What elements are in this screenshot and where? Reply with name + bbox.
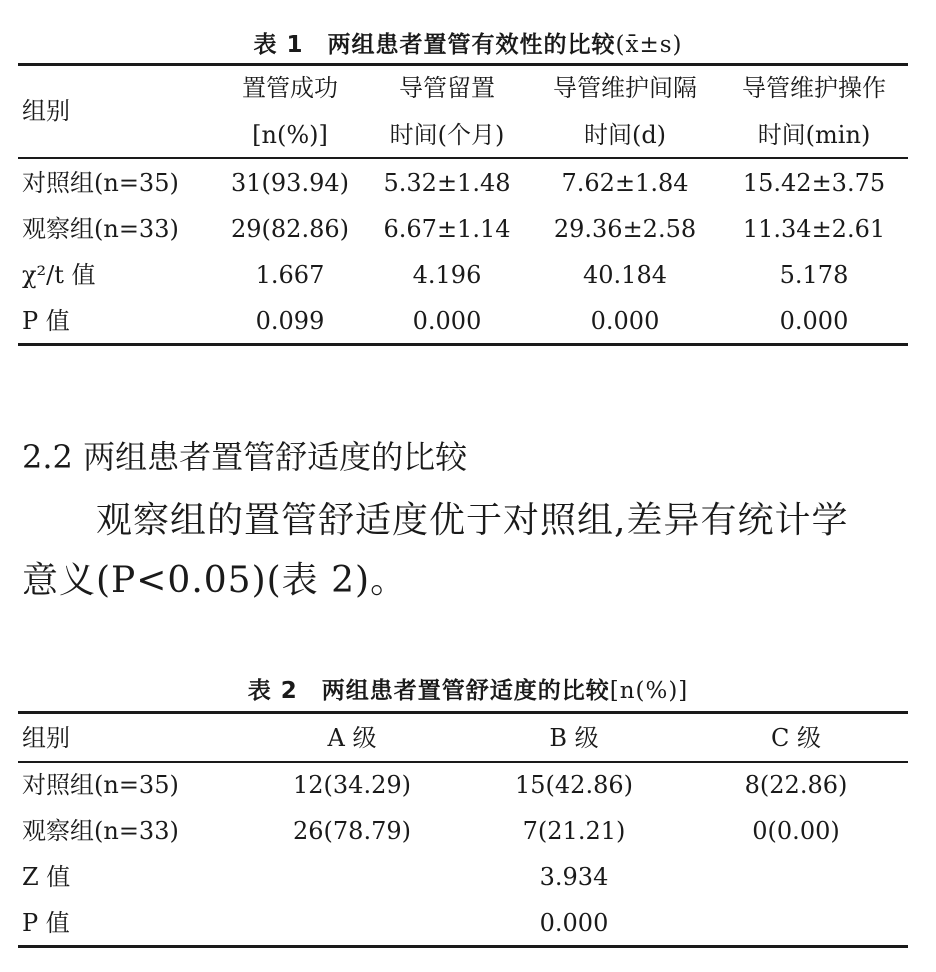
table1-header-rule [18, 157, 908, 159]
table1-cell: 0.000 [590, 307, 660, 335]
table2-cell: 8(22.86) [744, 771, 848, 799]
table2-header-b: B 级 [549, 724, 599, 752]
table1-cell: 29.36±2.58 [553, 215, 697, 243]
table1-cell: 1.667 [255, 261, 325, 289]
table2-bottom-rule [18, 945, 908, 948]
table2-header-rule [18, 761, 908, 763]
table1-cell: 5.178 [779, 261, 849, 289]
table1-cell: 0.000 [779, 307, 849, 335]
table1-cell: 40.184 [583, 261, 667, 289]
table2-number: 表 2 [247, 678, 298, 704]
table1-cell: 31(93.94) [231, 169, 349, 197]
table1-header-col2-line2: 时间(个月) [389, 121, 505, 149]
table1-cell: 4.196 [412, 261, 482, 289]
table1-cell: 29(82.86) [231, 215, 349, 243]
paragraph-line-2: 意义(P<0.05)(表 2)。 [22, 560, 408, 601]
table1-row-label: 对照组(n=35) [22, 169, 179, 197]
table2-header-a: A 级 [327, 724, 377, 752]
paragraph-line-1: 观察组的置管舒适度优于对照组,差异有统计学 [96, 500, 849, 541]
table2-cell: 7(21.21) [522, 817, 626, 845]
table1-cell: 6.67±1.14 [383, 215, 511, 243]
table2-p-value: 0.000 [539, 909, 609, 937]
table1-row-label: P 值 [22, 307, 70, 335]
table2-header-group: 组别 [22, 724, 70, 752]
table2-cell: 12(34.29) [293, 771, 411, 799]
table1-number: 表 1 [253, 32, 304, 58]
table1-header-col1-line2: [n(%)] [252, 121, 328, 149]
table1-header-col2-line1: 导管留置 [399, 74, 495, 102]
table2-row-label: 对照组(n=35) [22, 771, 179, 799]
table1-cell: 11.34±2.61 [742, 215, 886, 243]
table1-header-col1-line1: 置管成功 [242, 74, 338, 102]
table1-header-col3-line1: 导管维护间隔 [553, 74, 697, 102]
table2-top-rule [18, 711, 908, 714]
table1-title: 两组患者置管有效性的比较 [327, 32, 616, 58]
table2-z-label: Z 值 [22, 863, 71, 891]
table2-caption [0, 672, 936, 705]
table2-stat: [n(%)] [609, 678, 689, 704]
table1-stat: (x̄±s) [615, 32, 683, 58]
table2-z-value: 3.934 [539, 863, 609, 891]
table1-cell: 7.62±1.84 [561, 169, 689, 197]
table1-top-rule [18, 63, 908, 66]
table2-title: 两组患者置管舒适度的比较 [321, 678, 610, 704]
table1-header-col4-line2: 时间(min) [757, 121, 871, 149]
table2-cell: 15(42.86) [515, 771, 633, 799]
table1-header-group: 组别 [22, 97, 70, 125]
table1-cell: 15.42±3.75 [742, 169, 886, 197]
table1-header-col4-line1: 导管维护操作 [742, 74, 886, 102]
table2-cell: 0(0.00) [752, 817, 840, 845]
table2-header-c: C 级 [771, 724, 821, 752]
table2-cell: 26(78.79) [293, 817, 411, 845]
table1-row-label: 观察组(n=33) [22, 215, 179, 243]
table2-row-label: 观察组(n=33) [22, 817, 179, 845]
table1-header-col3-line2: 时间(d) [583, 121, 667, 149]
table1-row-label: χ²/t 值 [22, 261, 96, 289]
table1-bottom-rule [18, 343, 908, 346]
section-heading: 2.2 两组患者置管舒适度的比较 [22, 438, 468, 476]
table1-caption [0, 26, 936, 59]
table1-cell: 0.099 [255, 307, 325, 335]
table1-cell: 5.32±1.48 [383, 169, 511, 197]
table2-p-label: P 值 [22, 909, 70, 937]
table1-cell: 0.000 [412, 307, 482, 335]
